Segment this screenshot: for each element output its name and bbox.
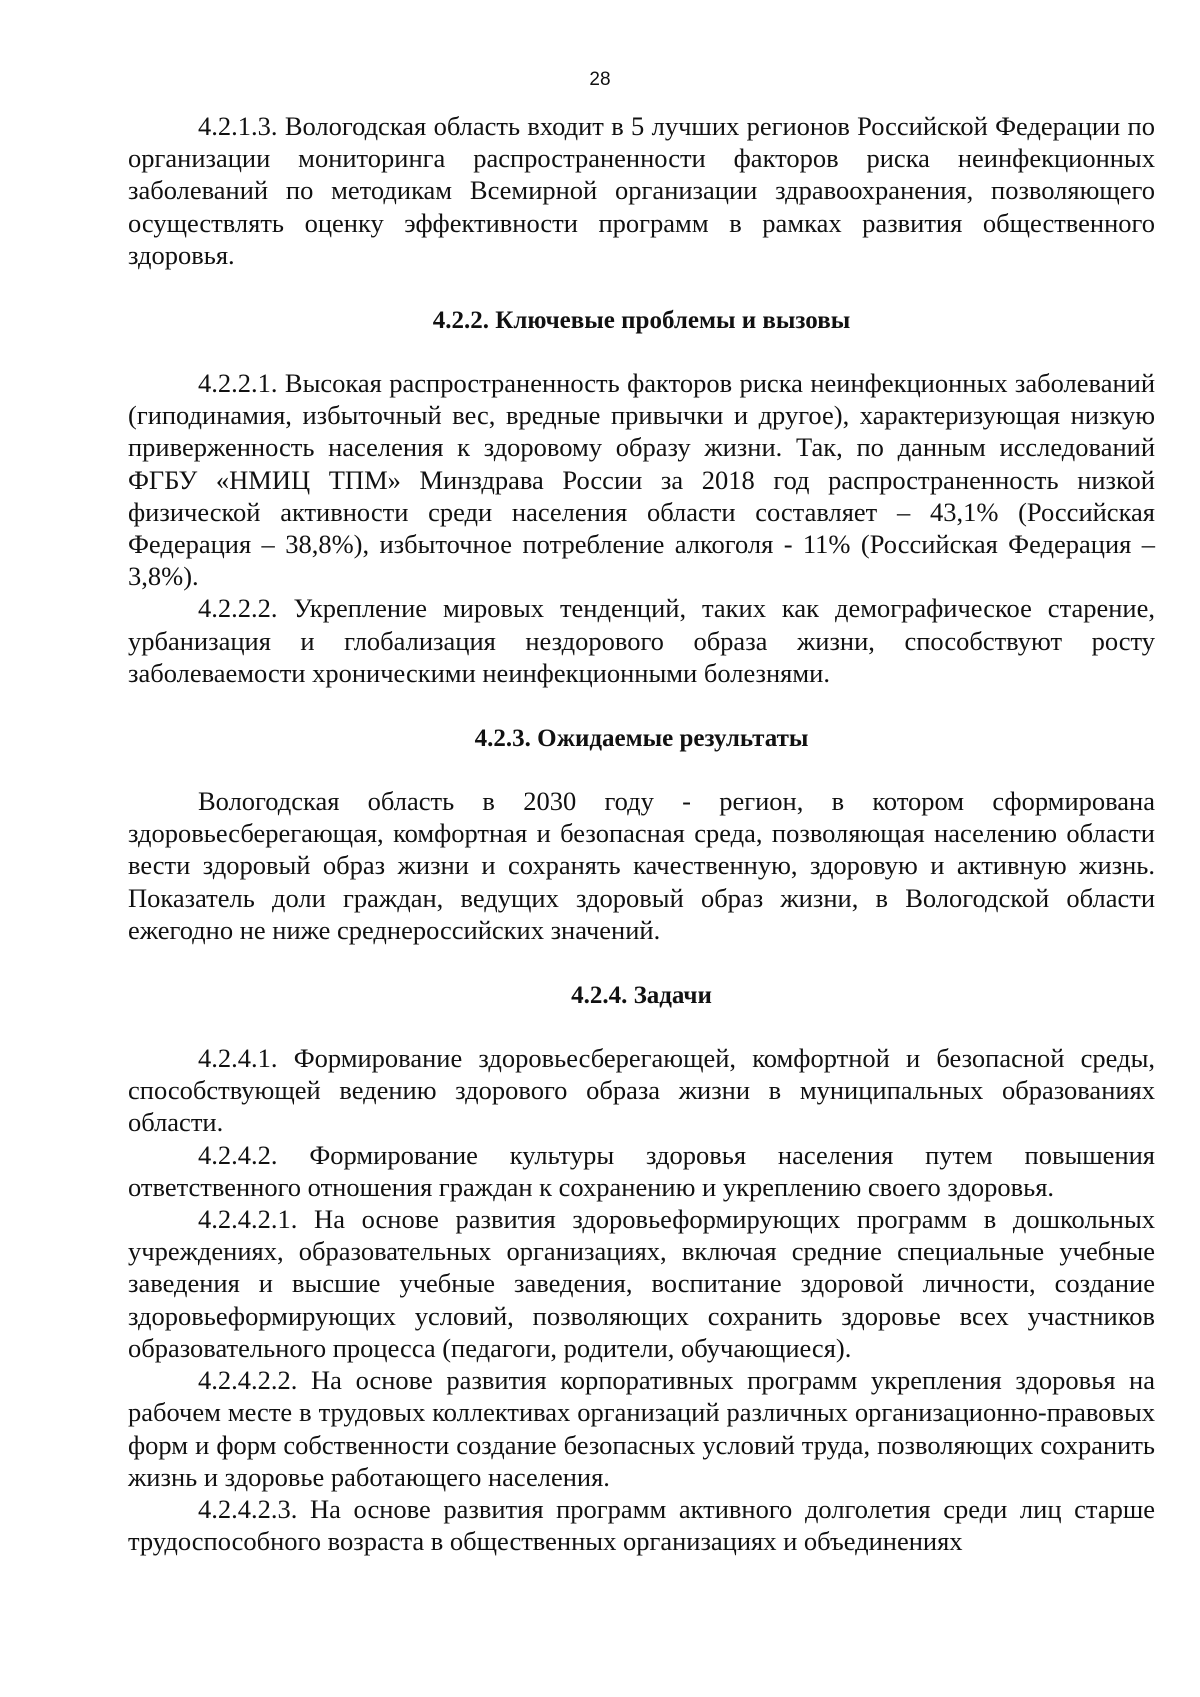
paragraph-4-2-4-2: 4.2.4.2. Формирование культуры здоровья населения путем повышения ответственного отношения граждан к сохранению и укреплению своего здоровья. bbox=[128, 1139, 1155, 1202]
paragraph-4-2-2-2: 4.2.2.2. Укрепление мировых тенденций, таких как демографическое старение, урбанизация и глобализация нездорового образа жизни, способствуют росту заболеваемости хроническими неинфекционными болезнями. bbox=[128, 593, 1155, 688]
paragraph-4-2-4-1: 4.2.4.1. Формирование здоровьесберегающей, комфортной и безопасной среды, способствующей ведению здорового образа жизни в муниципальных образованиях области. bbox=[128, 1043, 1155, 1138]
heading-key-problems: 4.2.2. Ключевые проблемы и вызовы bbox=[432, 307, 851, 335]
page-number: 28 bbox=[589, 69, 611, 90]
paragraph-4-2-4-2-1: 4.2.4.2.1. На основе развития здоровьеформирующих программ в дошкольных учреждениях, образовательных организациях, включая средние специальные учебные заведения и высшие учебные заведения, воспитание здоровой личности, создание здоровьеформирующих условий, позволяющих сохранить здоровье всех участников образовательного процесса (педагоги, родители, обучающиеся). bbox=[128, 1204, 1155, 1363]
paragraph-4-2-4-2-2: 4.2.4.2.2. На основе развития корпоративных программ укрепления здоровья на рабочем месте в трудовых коллективах организаций различных организационно-правовых форм и форм собственности создание безопасных условий труда, позволяющих сохранить жизнь и здоровье работающего населения. bbox=[128, 1365, 1155, 1492]
paragraph-4-2-2-1: 4.2.2.1. Высокая распространенность факторов риска неинфекционных заболеваний (гиподинамия, избыточный вес, вредные привычки и другое), характеризующая низкую приверженность населения к здоровому образу жизни. Так, по данным исследований ФГБУ «НМИЦ ТПМ» Минздрава России за 2018 год распространенность низкой физической активности среди населения области составляет – 43,1% (Российская Федерация – 38,8%), избыточное потребление алкоголя - 11% (Российская Федерация – 3,8%). bbox=[128, 368, 1155, 592]
heading-expected-results: 4.2.3. Ожидаемые результаты bbox=[474, 725, 809, 753]
document-body bbox=[128, 110, 1155, 1557]
heading-tasks: 4.2.4. Задачи bbox=[571, 982, 712, 1010]
paragraph-4-2-4-2-3: 4.2.4.2.3. На основе развития программ активного долголетия среди лиц старше трудоспособного возраста в общественных организациях и объединениях bbox=[128, 1493, 1155, 1557]
paragraph-4-2-1-3: 4.2.1.3. Вологодская область входит в 5 лучших регионов Российской Федерации по организации мониторинга распространенности факторов риска неинфекционных заболеваний по методикам Всемирной организации здравоохранения, позволяющего осуществлять оценку эффективности программ в рамках развития общественного здоровья. bbox=[128, 111, 1155, 270]
paragraph-4-2-3: Вологодская область в 2030 году - регион, в котором сформирована здоровьесберегающая, комфортная и безопасная среда, позволяющая населению области вести здоровый образ жизни и сохранять качественную, здоровую и активную жизнь. Показатель доли граждан, ведущих здоровый образ жизни, в Вологодской области ежегодно не ниже среднероссийских значений. bbox=[128, 786, 1155, 945]
